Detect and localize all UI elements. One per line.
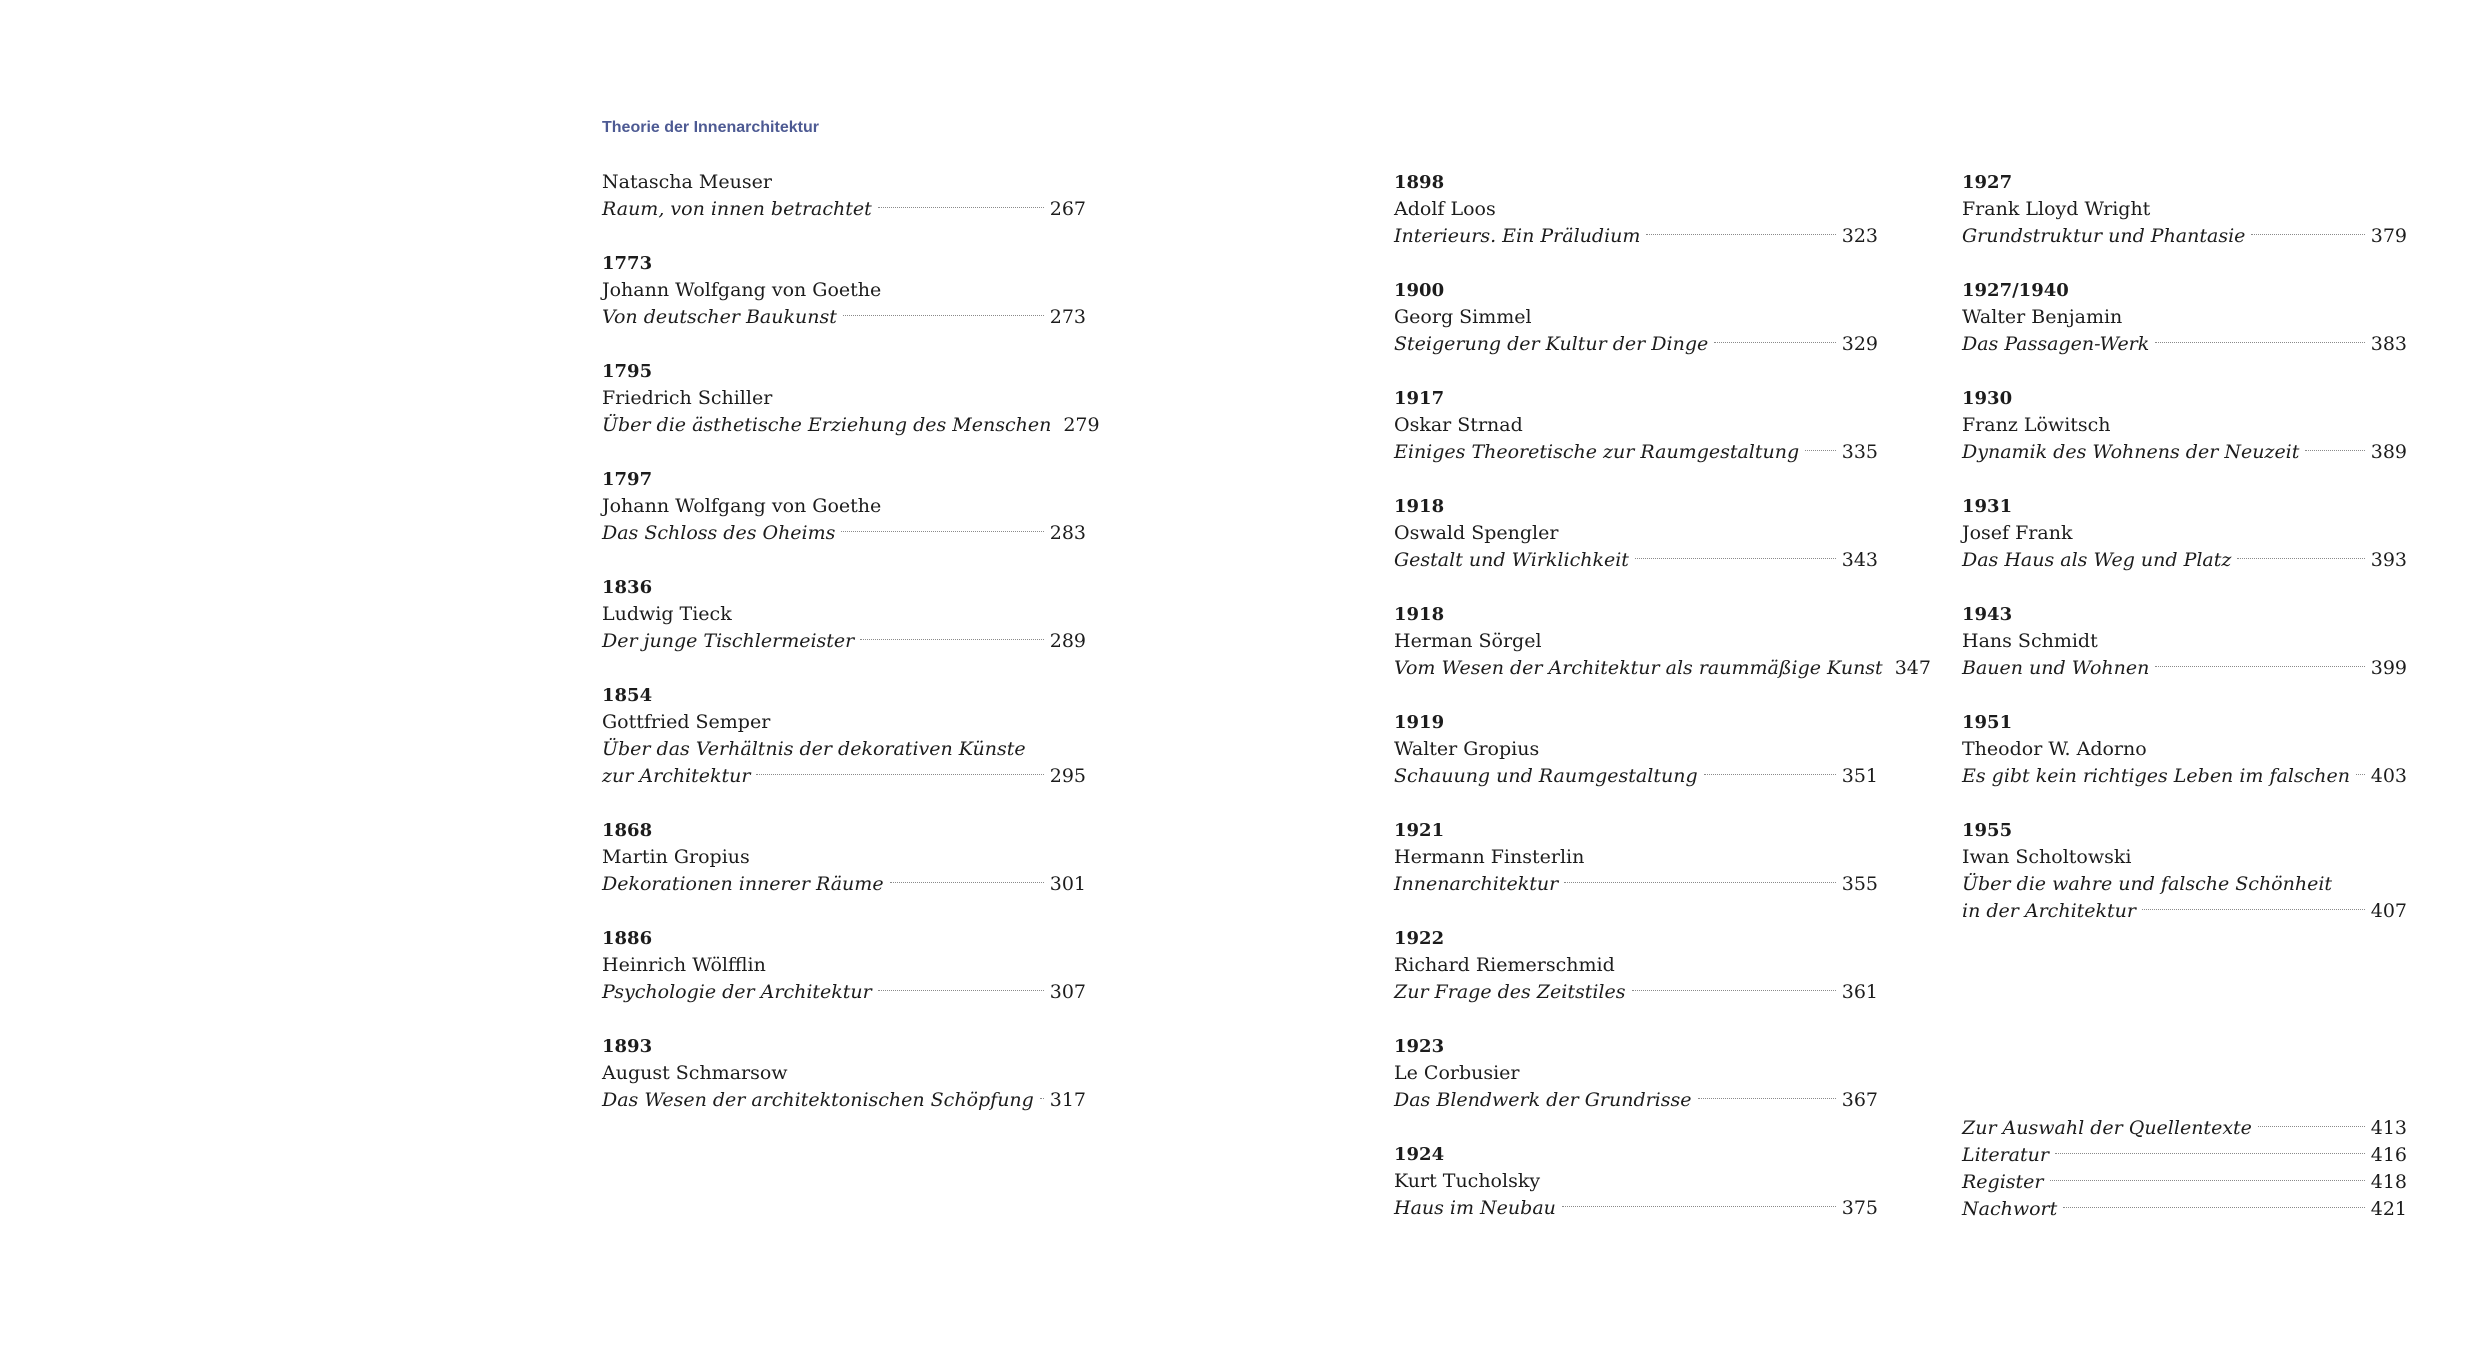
dot-leader: [2251, 233, 2364, 235]
entry-year: 1923: [1394, 1036, 1445, 1057]
entry-page-number: 416: [2370, 1144, 2407, 1166]
entry-title: Es gibt kein richtiges Leben im falschen: [1962, 765, 2351, 787]
entry-author: Herman Sörgel: [1394, 630, 1542, 652]
entry-page-number: 399: [2370, 657, 2407, 679]
entry-year: 1886: [602, 928, 653, 949]
dot-leader: [1646, 233, 1835, 235]
entry-title-row: [1394, 655, 1931, 682]
entry-page-number: 351: [1841, 765, 1878, 787]
entry-title: zur Architektur: [602, 765, 751, 787]
entry-author: Walter Gropius: [1394, 738, 1540, 760]
entry-title-row: [602, 520, 1086, 547]
toc-entry: [602, 466, 1086, 547]
entry-title-row: [1962, 1142, 2407, 1169]
entry-title-row: [602, 304, 1086, 331]
toc-entry: [602, 574, 1086, 655]
entry-title-row: [1394, 1195, 1878, 1222]
entry-year: 1951: [1962, 712, 2013, 733]
entry-title: Dekorationen innerer Räume: [602, 873, 884, 895]
entry-title: in der Architektur: [1962, 900, 2136, 922]
dot-leader: [1805, 449, 1836, 451]
dot-leader: [2063, 1206, 2364, 1208]
entry-page-number: 383: [2370, 333, 2407, 355]
entry-title: Der junge Tischlermeister: [602, 630, 855, 652]
toc-entry: [1394, 817, 1878, 898]
entry-title: Das Wesen der architektonischen Schöpfung: [602, 1089, 1034, 1111]
entry-author: Iwan Scholtowski: [1962, 846, 2132, 868]
entry-author: Ludwig Tieck: [602, 603, 732, 625]
toc-entry: [1962, 385, 2407, 466]
dot-leader: [1704, 773, 1836, 775]
dot-leader: [2305, 449, 2364, 451]
entry-author: Adolf Loos: [1394, 198, 1496, 220]
entry-title-row: [602, 412, 1100, 439]
entry-title-row: [1394, 871, 1878, 898]
toc-column-1: [602, 169, 1100, 1141]
dot-leader: [756, 773, 1043, 775]
entry-title-row: [1962, 898, 2407, 925]
dot-leader: [878, 206, 1044, 208]
toc-entry: [602, 358, 1100, 439]
entry-page-number: 301: [1049, 873, 1086, 895]
entry-title-row: [1394, 979, 1878, 1006]
entry-title-row: [1394, 223, 1878, 250]
entry-page-number: 329: [1841, 333, 1878, 355]
entry-title: Einiges Theoretische zur Raumgestaltung: [1394, 441, 1800, 463]
toc-entry: [1394, 1033, 1878, 1114]
entry-title-row: [602, 628, 1086, 655]
toc-entry: [1962, 493, 2407, 574]
entry-page-number: 295: [1049, 765, 1086, 787]
entry-page-number: 317: [1049, 1089, 1086, 1111]
entry-title: Das Blendwerk der Grundrisse: [1394, 1089, 1692, 1111]
entry-year: 1836: [602, 577, 653, 598]
toc-entry: [1394, 601, 1931, 682]
entry-title: Register: [1962, 1171, 2044, 1193]
entry-author: Josef Frank: [1962, 522, 2073, 544]
entry-author: Oskar Strnad: [1394, 414, 1523, 436]
entry-year: 1930: [1962, 388, 2013, 409]
entry-title: Über die ästhetische Erziehung des Menschen: [602, 414, 1052, 436]
entry-year: 1927/1940: [1962, 280, 2069, 301]
entry-year: 1854: [602, 685, 653, 706]
entry-year: 1917: [1394, 388, 1445, 409]
entry-title-row: [1962, 1115, 2407, 1142]
entry-author: Johann Wolfgang von Goethe: [602, 279, 882, 301]
toc-entry: [602, 925, 1086, 1006]
toc-entry: [1394, 277, 1878, 358]
page-header: Theorie der Innenarchitektur: [602, 119, 819, 136]
entry-title: Von deutscher Baukunst: [602, 306, 837, 328]
toc-column-2: [1394, 169, 1931, 1249]
entry-page-number: 403: [2370, 765, 2407, 787]
entry-title-line: Über die wahre und falsche Schönheit: [1962, 873, 2333, 895]
entry-title-row: [1394, 1087, 1878, 1114]
entry-page-number: 323: [1841, 225, 1878, 247]
toc-entry: [1394, 493, 1878, 574]
entry-author: Frank Lloyd Wright: [1962, 198, 2151, 220]
toc-entry: [602, 817, 1086, 898]
entry-title-row: [1962, 223, 2407, 250]
entry-title: Literatur: [1962, 1144, 2049, 1166]
dot-leader: [843, 314, 1044, 316]
entry-title-row: [602, 196, 1086, 223]
entry-title: Zur Frage des Zeitstiles: [1394, 981, 1626, 1003]
entry-title-row: [1962, 1169, 2407, 1196]
entry-author: Martin Gropius: [602, 846, 750, 868]
entry-author: Franz Löwitsch: [1962, 414, 2111, 436]
dot-leader: [1632, 989, 1836, 991]
entry-title-row: [602, 763, 1086, 790]
entry-year: 1943: [1962, 604, 2013, 625]
entry-title-row: [602, 871, 1086, 898]
toc-column-3: [1962, 169, 2407, 952]
entry-year: 1922: [1394, 928, 1445, 949]
dot-leader: [2142, 908, 2365, 910]
entry-author: Gottfried Semper: [602, 711, 771, 733]
entry-title: Interieurs. Ein Präludium: [1394, 225, 1641, 247]
entry-title-row: [602, 979, 1086, 1006]
toc-entry: [1962, 1142, 2407, 1169]
entry-year: 1921: [1394, 820, 1445, 841]
entry-author: August Schmarsow: [602, 1062, 788, 1084]
entry-year: 1795: [602, 361, 653, 382]
toc-entry: [1962, 277, 2407, 358]
entry-page-number: 355: [1841, 873, 1878, 895]
entry-author: Le Corbusier: [1394, 1062, 1520, 1084]
entry-title: Dynamik des Wohnens der Neuzeit: [1962, 441, 2300, 463]
entry-author: Natascha Meuser: [602, 171, 772, 193]
dot-leader: [2050, 1179, 2365, 1181]
dot-leader: [1564, 881, 1836, 883]
entry-title: Innenarchitektur: [1394, 873, 1559, 895]
toc-backmatter: [1962, 1115, 2407, 1223]
entry-page-number: 361: [1841, 981, 1878, 1003]
toc-entry: [1962, 1169, 2407, 1196]
toc-entry: [1394, 1141, 1878, 1222]
entry-year: 1924: [1394, 1144, 1445, 1165]
entry-year: 1927: [1962, 172, 2013, 193]
entry-page-number: 279: [1063, 414, 1100, 436]
entry-year: 1918: [1394, 496, 1445, 517]
toc-entry: [1394, 385, 1878, 466]
entry-page-number: 347: [1894, 657, 1931, 679]
entry-title: Das Schloss des Oheims: [602, 522, 836, 544]
dot-leader: [2237, 557, 2364, 559]
entry-author: Richard Riemerschmid: [1394, 954, 1615, 976]
entry-author: Heinrich Wölfflin: [602, 954, 766, 976]
entry-page-number: 379: [2370, 225, 2407, 247]
entry-page-number: 267: [1049, 198, 1086, 220]
dot-leader: [1562, 1205, 1836, 1207]
entry-author: Oswald Spengler: [1394, 522, 1559, 544]
entry-author: Theodor W. Adorno: [1962, 738, 2147, 760]
entry-author: Walter Benjamin: [1962, 306, 2123, 328]
entry-page-number: 421: [2370, 1198, 2407, 1220]
dot-leader: [878, 989, 1044, 991]
toc-entry: [1962, 169, 2407, 250]
entry-page-number: 273: [1049, 306, 1086, 328]
dot-leader: [2055, 1152, 2365, 1154]
entry-year: 1918: [1394, 604, 1445, 625]
dot-leader: [2155, 665, 2364, 667]
entry-page-number: 335: [1841, 441, 1878, 463]
entry-title-row: [1394, 763, 1878, 790]
entry-title: Bauen und Wohnen: [1962, 657, 2150, 679]
entry-page-number: 283: [1049, 522, 1086, 544]
entry-page-number: 367: [1841, 1089, 1878, 1111]
entry-title: Schauung und Raumgestaltung: [1394, 765, 1698, 787]
entry-title: Psychologie der Architektur: [602, 981, 872, 1003]
entry-page-number: 418: [2370, 1171, 2407, 1193]
entry-title: Haus im Neubau: [1394, 1197, 1556, 1219]
dot-leader: [860, 638, 1043, 640]
entry-year: 1773: [602, 253, 653, 274]
entry-title-row: [1962, 439, 2407, 466]
toc-entry: [602, 250, 1086, 331]
entry-title: Das Haus als Weg und Platz: [1962, 549, 2232, 571]
entry-title-row: [1962, 763, 2407, 790]
entry-page-number: 289: [1049, 630, 1086, 652]
entry-title: Nachwort: [1962, 1198, 2058, 1220]
entry-author: Friedrich Schiller: [602, 387, 773, 409]
entry-title: Vom Wesen der Architektur als raummäßige Kunst: [1394, 657, 1883, 679]
entry-page-number: 407: [2370, 900, 2407, 922]
entry-title: Das Passagen-Werk: [1962, 333, 2150, 355]
entry-title-row: [602, 1087, 1086, 1114]
entry-title-row: [1962, 547, 2407, 574]
entry-title-row: [1394, 439, 1878, 466]
entry-year: 1955: [1962, 820, 2013, 841]
entry-page-number: 413: [2370, 1117, 2407, 1139]
entry-year: 1898: [1394, 172, 1445, 193]
dot-leader: [2356, 773, 2365, 775]
entry-year: 1900: [1394, 280, 1445, 301]
dot-leader: [2258, 1125, 2365, 1127]
entry-author: Hermann Finsterlin: [1394, 846, 1585, 868]
entry-page-number: 307: [1049, 981, 1086, 1003]
toc-entry: [1962, 1196, 2407, 1223]
entry-year: 1931: [1962, 496, 2013, 517]
entry-page-number: 389: [2370, 441, 2407, 463]
entry-title: Gestalt und Wirklichkeit: [1394, 549, 1629, 571]
entry-page-number: 375: [1841, 1197, 1878, 1219]
dot-leader: [1714, 341, 1836, 343]
toc-entry: [602, 1033, 1086, 1114]
entry-title-row: [1962, 655, 2407, 682]
toc-entry: [1394, 169, 1878, 250]
entry-year: 1797: [602, 469, 653, 490]
entry-title: Raum, von innen betrachtet: [602, 198, 872, 220]
toc-entry: [1962, 601, 2407, 682]
dot-leader: [841, 530, 1043, 532]
entry-title: Steigerung der Kultur der Dinge: [1394, 333, 1709, 355]
entry-title: Grundstruktur und Phantasie: [1962, 225, 2246, 247]
entry-page-number: 343: [1841, 549, 1878, 571]
entry-title: Zur Auswahl der Quellentexte: [1962, 1117, 2252, 1139]
dot-leader: [890, 881, 1044, 883]
entry-page-number: 393: [2370, 549, 2407, 571]
dot-leader: [1635, 557, 1836, 559]
toc-entry: [1962, 709, 2407, 790]
entry-title-row: [1394, 547, 1878, 574]
toc-entry: [1962, 817, 2407, 925]
dot-leader: [1698, 1097, 1836, 1099]
entry-year: 1919: [1394, 712, 1445, 733]
entry-title-row: [1394, 331, 1878, 358]
toc-entry: [1962, 1115, 2407, 1142]
dot-leader: [1040, 1097, 1044, 1099]
entry-title-row: [1962, 1196, 2407, 1223]
entry-title-line: Über das Verhältnis der dekorativen Künste: [602, 738, 1026, 760]
dot-leader: [2155, 341, 2364, 343]
entry-author: Kurt Tucholsky: [1394, 1170, 1541, 1192]
toc-entry: [1394, 709, 1878, 790]
toc-entry: [602, 682, 1086, 790]
entry-author: Hans Schmidt: [1962, 630, 2098, 652]
entry-year: 1868: [602, 820, 653, 841]
entry-author: Georg Simmel: [1394, 306, 1532, 328]
entry-title-row: [1962, 331, 2407, 358]
entry-author: Johann Wolfgang von Goethe: [602, 495, 882, 517]
toc-entry-intro: [602, 169, 1086, 223]
entry-year: 1893: [602, 1036, 653, 1057]
toc-entry: [1394, 925, 1878, 1006]
